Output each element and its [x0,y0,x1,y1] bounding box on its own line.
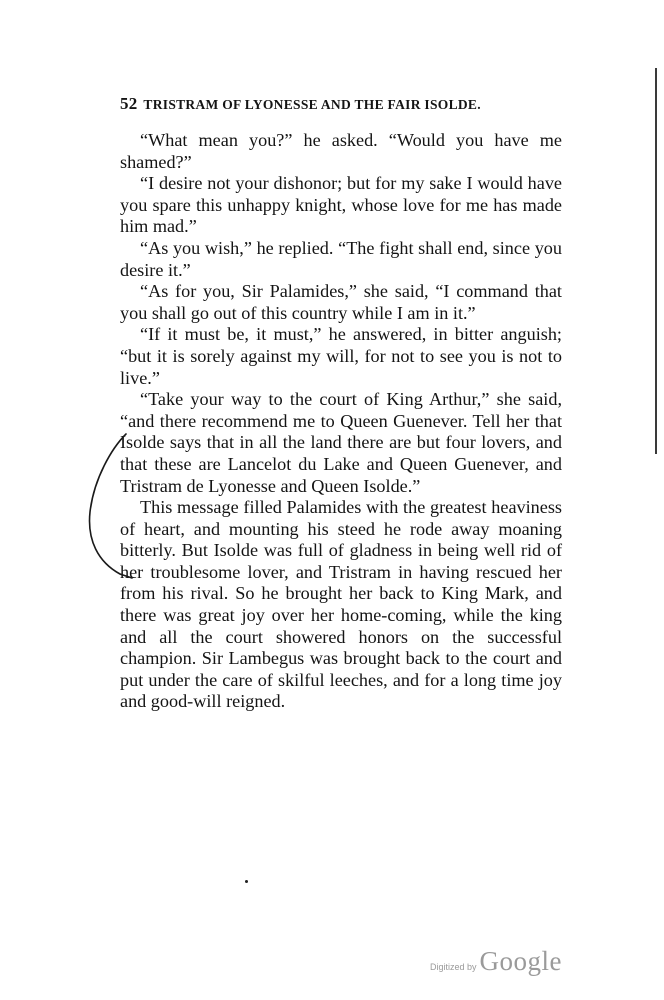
paragraph-5: “If it must be, it must,” he answered, in bitter anguish; “but it is sorely against my will, for not to see you is not to live.” [120,324,562,388]
google-logo-text: Google [479,946,562,976]
watermark-prefix: Digitized by [429,962,477,972]
paragraph-4: “As for you, Sir Palamides,” she said, “I command that you shall go out of this country while I am in it.” [120,281,562,323]
body-text [120,130,562,713]
paragraph-3: “As you wish,” he replied. “The fight shall end, since you desire it.” [120,237,562,280]
paragraph-2: “I desire not your dishonor; but for my sake I would have you spare this unhappy knight, whose love for me has made him mad.” [120,173,562,237]
paragraph-7: This message filled Palamides with the greatest heaviness of heart, and mounting his steed he rode away moaning bitterly. But Isolde was full of gladness in being well rid of her troublesome lover, and Tristram in having rescued her from his rival. So he brought her back to King Mark, and there was great joy over her home-coming, while the king and all the court showered honors on the successful champion. Sir Lambegus was brought back to the court and put under the care of skilful leeches, and for a long time joy and good-will reigned. [120,497,562,712]
running-header [120,94,566,114]
handwritten-bracket-mark [82,432,134,582]
page-edge-line [655,68,657,454]
paragraph-1: “What mean you?” he asked. “Would you have me shamed?” [120,130,562,172]
stray-dot-mark [245,880,248,883]
digitized-watermark [430,946,562,977]
running-title: TRISTRAM OF LYONESSE AND THE FAIR ISOLDE. [143,97,481,112]
paragraph-6: “Take your way to the court of King Arthur,” she said, “and there recommend me to Queen Guenever. Tell her that Isolde says that in all the land there are but four lovers, and that these are Lancelot du Lake and Queen Guenever, and Tristram de Lyonesse and Queen Isolde.” [120,389,562,496]
page-number: 52 [120,94,138,113]
